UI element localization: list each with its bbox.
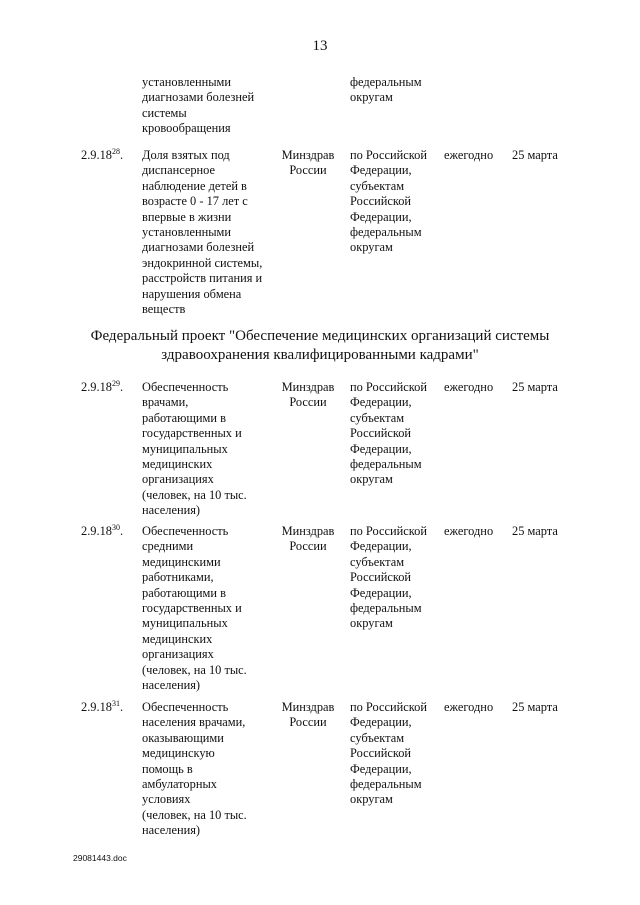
indicator-level: по Российской Федерации, субъектам Российской Федерации, федеральным округам [350,148,427,255]
indicator-level: по Российской Федерации, субъектам Российской Федерации, федеральным округам [350,524,427,631]
indicator-name: Обеспеченность населения врачами, оказывающими медицинскую помощь в амбулаторных условиях (человек, на 10 тыс. населения) [142,700,247,838]
indicator-date: 25 марта [512,380,558,394]
indicator-frequency: ежегодно [444,148,494,162]
section-title: Федеральный проект "Обеспечение медицинских организаций системы здравоохранения квалифицированными кадрами" [90,328,550,363]
indicator-level: по Российской Федерации, субъектам Российской Федерации, федеральным округам [350,380,427,487]
page-number: 13 [312,38,328,54]
indicator-date: 25 марта [512,148,558,162]
indicator-frequency: ежегодно [444,380,494,394]
indicator-name: Доля взятых под диспансерное наблюдение детей в возрасте 0 - 17 лет с впервые в жизни установленными диагнозами болезней эндокринной системы, расстройств питания и нарушения обмена веществ [142,148,263,317]
indicator-name: Обеспеченность средними медицинскими работниками, работающими в государственных и муниципальных медицинских организациях (человек, на 10 тыс. населения) [142,524,247,693]
document-footer: 29081443.doc [73,853,127,863]
indicator-number: 2.9.18$^{31}$. [81,699,124,714]
indicator-date: 25 марта [512,524,558,538]
indicator-number: 2.9.18$^{28}$. [81,147,124,162]
indicator-name: установленными диагнозами болезней системы кровообращения [142,75,255,136]
indicator-frequency: ежегодно [444,524,494,538]
indicator-date: 25 марта [512,700,558,714]
indicator-level: федеральным округам [350,75,422,105]
indicator-frequency: ежегодно [444,700,494,714]
indicator-level: по Российской Федерации, субъектам Российской Федерации, федеральным округам [350,700,427,807]
indicator-number: 2.9.18$^{29}$. [81,379,124,394]
indicator-name: Обеспеченность врачами, работающими в государственных и муниципальных медицинских организациях (человек, на 10 тыс. населения) [142,380,247,518]
indicator-org: Минздрав России [281,148,335,178]
indicator-org: Минздрав России [281,524,335,554]
indicator-number: 2.9.18$^{30}$. [81,523,124,538]
indicator-org: Минздрав России [281,380,335,410]
indicator-org: Минздрав России [281,700,335,730]
